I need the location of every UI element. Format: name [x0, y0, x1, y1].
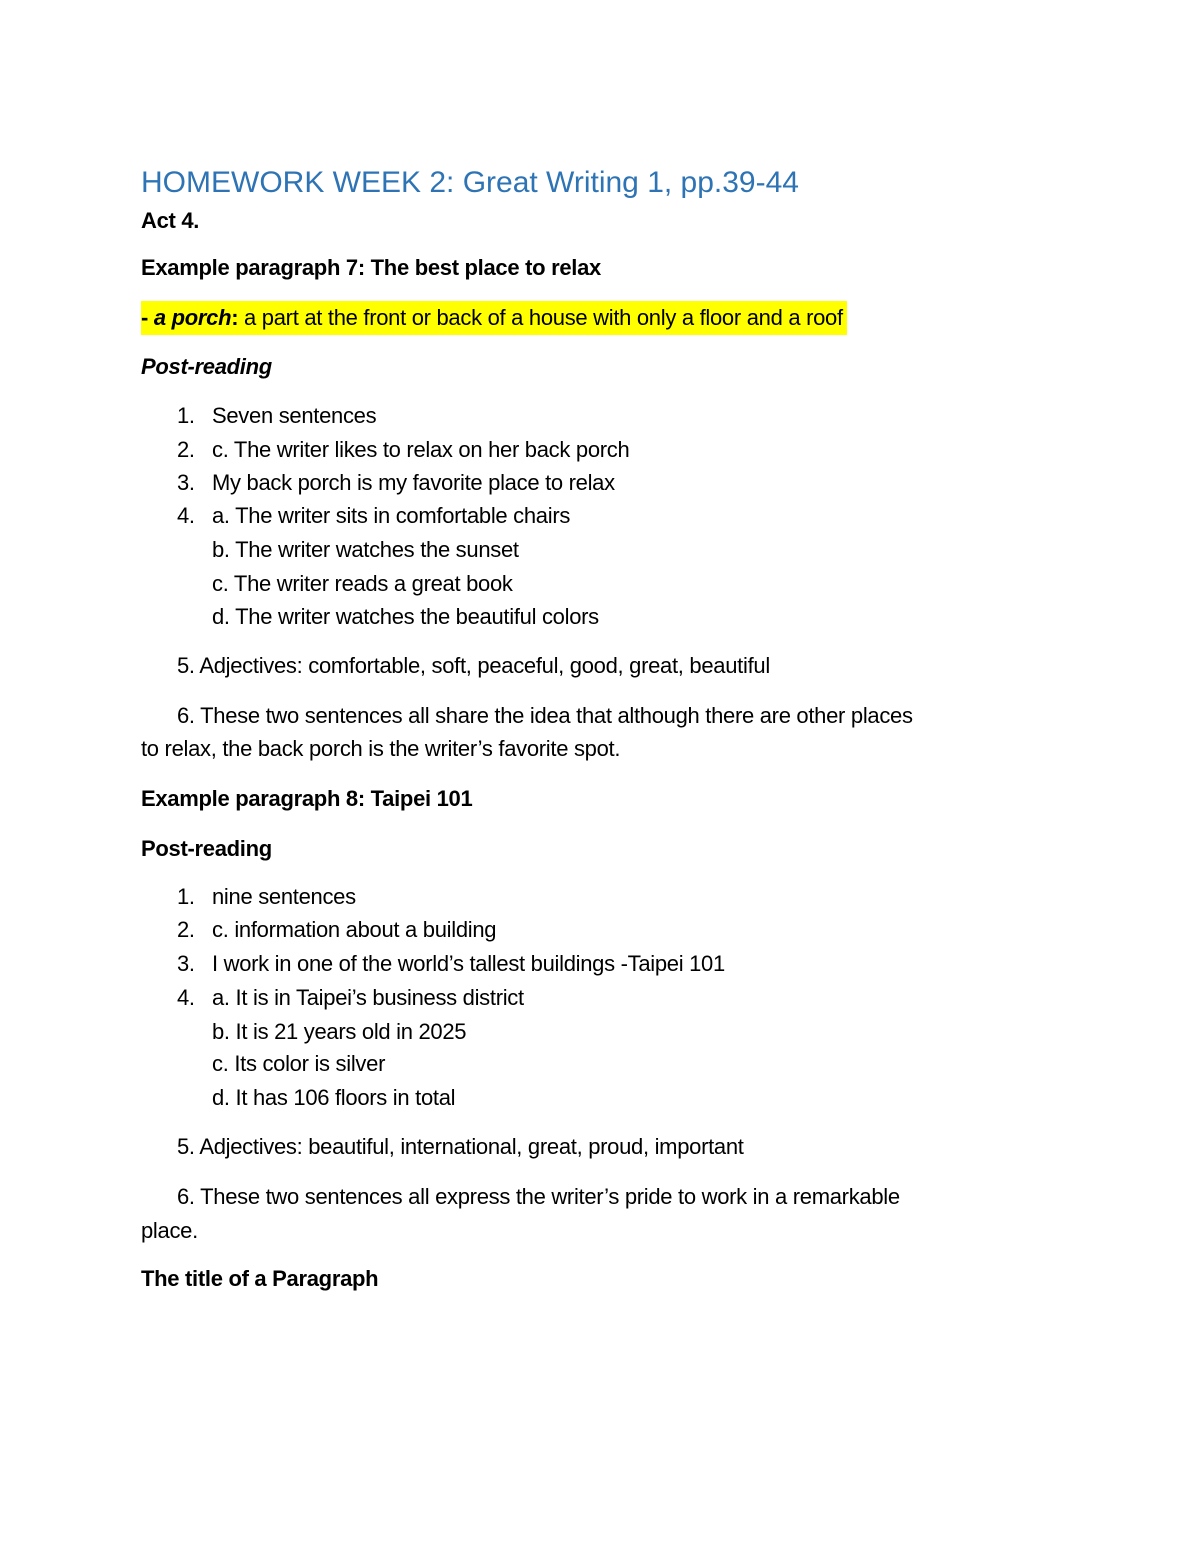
section1-post-reading: Post-reading: [141, 354, 272, 379]
vocab-term: a porch: [153, 305, 232, 330]
page-title: HOMEWORK WEEK 2: Great Writing 1, pp.39-44: [141, 166, 799, 199]
list-item: c. information about a building: [212, 917, 497, 942]
section1-item6-line2: to relax, the back porch is the writer’s favorite spot.: [141, 736, 621, 761]
section2-item6-line2: place.: [141, 1218, 198, 1243]
vocab-definition: [141, 301, 847, 335]
list-item: I work in one of the world’s tallest buildings -Taipei 101: [212, 951, 725, 976]
vocab-prefix: -: [141, 305, 154, 330]
section2-item5: 5. Adjectives: beautiful, international, great, proud, important: [177, 1134, 744, 1159]
list-item: c. The writer likes to relax on her back porch: [212, 437, 630, 462]
list-item-number: 4.: [177, 985, 195, 1010]
section3-heading: The title of a Paragraph: [141, 1266, 379, 1291]
list-item: a. It is in Taipei’s business district: [212, 985, 524, 1010]
list-item: a. The writer sits in comfortable chairs: [212, 503, 571, 528]
list-item-number: 1.: [177, 403, 195, 428]
list-item: nine sentences: [212, 884, 356, 909]
section1-item6-line1: 6. These two sentences all share the idea that although there are other places: [177, 703, 913, 728]
list-item: c. Its color is silver: [212, 1051, 386, 1076]
section2-post-reading: Post-reading: [141, 836, 272, 861]
vocab-colon: :: [231, 305, 239, 330]
list-item: b. The writer watches the sunset: [212, 537, 519, 562]
act-heading: Act 4.: [141, 208, 200, 233]
list-item-number: 3.: [177, 470, 195, 495]
section1-item5: 5. Adjectives: comfortable, soft, peaceful, good, great, beautiful: [177, 653, 770, 678]
list-item: b. It is 21 years old in 2025: [212, 1019, 467, 1044]
section1-heading: Example paragraph 7: The best place to relax: [141, 255, 601, 280]
section2-heading: Example paragraph 8: Taipei 101: [141, 786, 473, 811]
list-item: d. It has 106 floors in total: [212, 1085, 456, 1110]
list-item-number: 1.: [177, 884, 195, 909]
list-item-number: 4.: [177, 503, 195, 528]
list-item-number: 3.: [177, 951, 195, 976]
list-item-number: 2.: [177, 917, 195, 942]
list-item: Seven sentences: [212, 403, 377, 428]
section2-item6-line1: 6. These two sentences all express the writer’s pride to work in a remarkable: [177, 1184, 900, 1209]
vocab-def: a part at the front or back of a house with only a floor and a roof: [238, 305, 843, 330]
list-item: c. The writer reads a great book: [212, 571, 513, 596]
list-item: d. The writer watches the beautiful colors: [212, 604, 599, 629]
list-item: My back porch is my favorite place to relax: [212, 470, 615, 495]
list-item-number: 2.: [177, 437, 195, 462]
